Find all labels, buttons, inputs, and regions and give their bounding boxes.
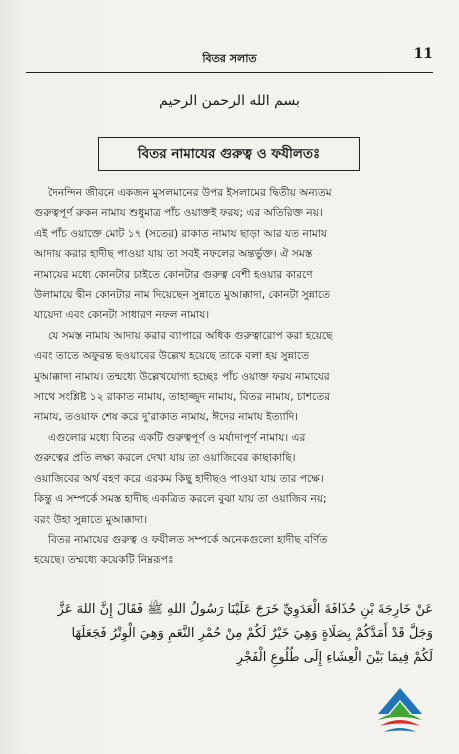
page-number: 11 — [413, 46, 433, 62]
text-line: যে সমস্ত নামায আদায় করার ব্যাপারে অধিক গুরুত্বারোপ করা হয়েছে — [48, 329, 333, 342]
text-line: উলামায়ে দ্বীন কোনটার নাম দিয়েছেন সুন্নাতে মুআক্কাদা, কোনটা সুন্নাতে — [34, 289, 331, 302]
hadith-arabic-text — [26, 598, 433, 670]
text-line: এগুলোর মধ্যে বিতর একটি গুরুত্বপূর্ণ ও মর্যাদাপূর্ণ নামায। এর — [48, 431, 306, 444]
paragraph-3 — [34, 428, 433, 530]
header-rule — [26, 72, 433, 73]
text-line: মুআক্কাদা নামায। তন্মধ্যে উল্লেখযোগ্য হচ্ছেঃ পাঁচ ওয়াক্ত ফরয নামাযের — [34, 370, 330, 383]
text-line: গুরুত্বপূর্ণ রুকন নামায শুধুমাত্র পাঁচ ওয়াক্তই ফরয; এর অতিরিক্ত নয়। — [34, 207, 323, 220]
running-title: বিতর সলাত — [202, 52, 257, 65]
page-header — [26, 46, 433, 70]
text-line: নামায, তওয়াফ শেষ করে দু'রাকাত নামায, ঈদের নামায ইত্যাদি। — [34, 411, 299, 424]
publisher-logo-icon — [372, 684, 428, 738]
text-line: নামাযের মধ্যে কোনটার চাইতে কোনটার গুরুত্ব বেশী হওয়ার কারণে — [34, 268, 313, 281]
text-line: এই পাঁচ ওয়াক্তে মোট ১৭ (সতের) রাকাত নামায ছাড়া আর যত নামায — [34, 227, 327, 240]
arabic-line: عَنْ خَارِجَةَ بْنِ حُذَافَةَ الْعَدَوِيِّ خَرَجَ عَلَيْنَا رَسُولُ اللهِ ﷺ فَقَالَ إِنَّ اللهَ عَزَّ — [57, 602, 433, 617]
text-line: ওয়াজিবের অর্থ বহণ করে এরকম কিছু হাদীছও পাওয়া যায় তার পক্ষে। — [34, 472, 324, 485]
text-line: বরং উহা সুন্নাতে মুআক্কাদা। — [34, 513, 148, 526]
text-line: আদায় করার হাদীছ পাওয়া যায় তা সবই নফলের অন্তর্ভুক্ত। ঐ সমস্ত — [34, 248, 313, 261]
arabic-line: وَجَلَّ قَدْ أَمَدَّكُمْ بِصَلَاةٍ وَهِيَ خَيْرٌ لَكُمْ مِنْ حُمْرِ النَّعَمِ وَهِيَ الْوِتْرُ فَجَعَلَهَا — [71, 626, 433, 641]
body-text — [34, 183, 433, 571]
text-line: দৈনন্দিন জীবনে একজন মুসলমানের উপর ইসলামের দ্বিতীয় অন্যতম — [48, 187, 332, 199]
text-line: কিন্তু এ সম্পর্কে সমস্ত হাদীছ একত্রিত করলে বুঝা যায় তা ওয়াজিব নয়; — [34, 493, 327, 506]
text-line: গুরুত্বের প্রতি লক্ষ্য করলে দেখা যায় তা ওয়াজিবের কাছাকাছি। — [34, 452, 296, 465]
text-line: বিতর নামাযের গুরুত্ব ও ফযীলত সম্পর্কে অনেকগুলো হাদীছ বর্ণিত — [48, 533, 328, 546]
section-title — [98, 137, 360, 171]
paragraph-2 — [34, 326, 433, 428]
paragraph-4 — [34, 530, 433, 571]
text-line: হয়েছে। তম্মধ্যে কয়েকটি নিম্নরূপঃ — [34, 554, 174, 567]
text-line: এবং তাতে অফুরন্ত ছওয়াবের উল্লেখ হয়েছে তাকে বলা হয় সুন্নাতে — [34, 350, 310, 363]
bismillah: بسم الله الرحمن الرحيم — [159, 93, 300, 109]
arabic-line: لَكُمْ فِيمَا بَيْنَ الْعِشَاءِ إِلَى طُلُوعِ الْفَجْرِ — [236, 650, 433, 665]
paragraph-1 — [34, 183, 433, 326]
text-line: যায়েদা এবং কোনটা সাধারণ নফল নামায। — [34, 309, 210, 322]
text-line: সাথে সংশ্লিষ্ট ১২ রাকাত নামায, তাহাজ্জুদ নামায, বিতর নামায, চাশতের — [34, 391, 331, 404]
section-title-text: বিতর নামাযের গুরুত্ব ও ফযীলতঃ — [137, 145, 321, 162]
